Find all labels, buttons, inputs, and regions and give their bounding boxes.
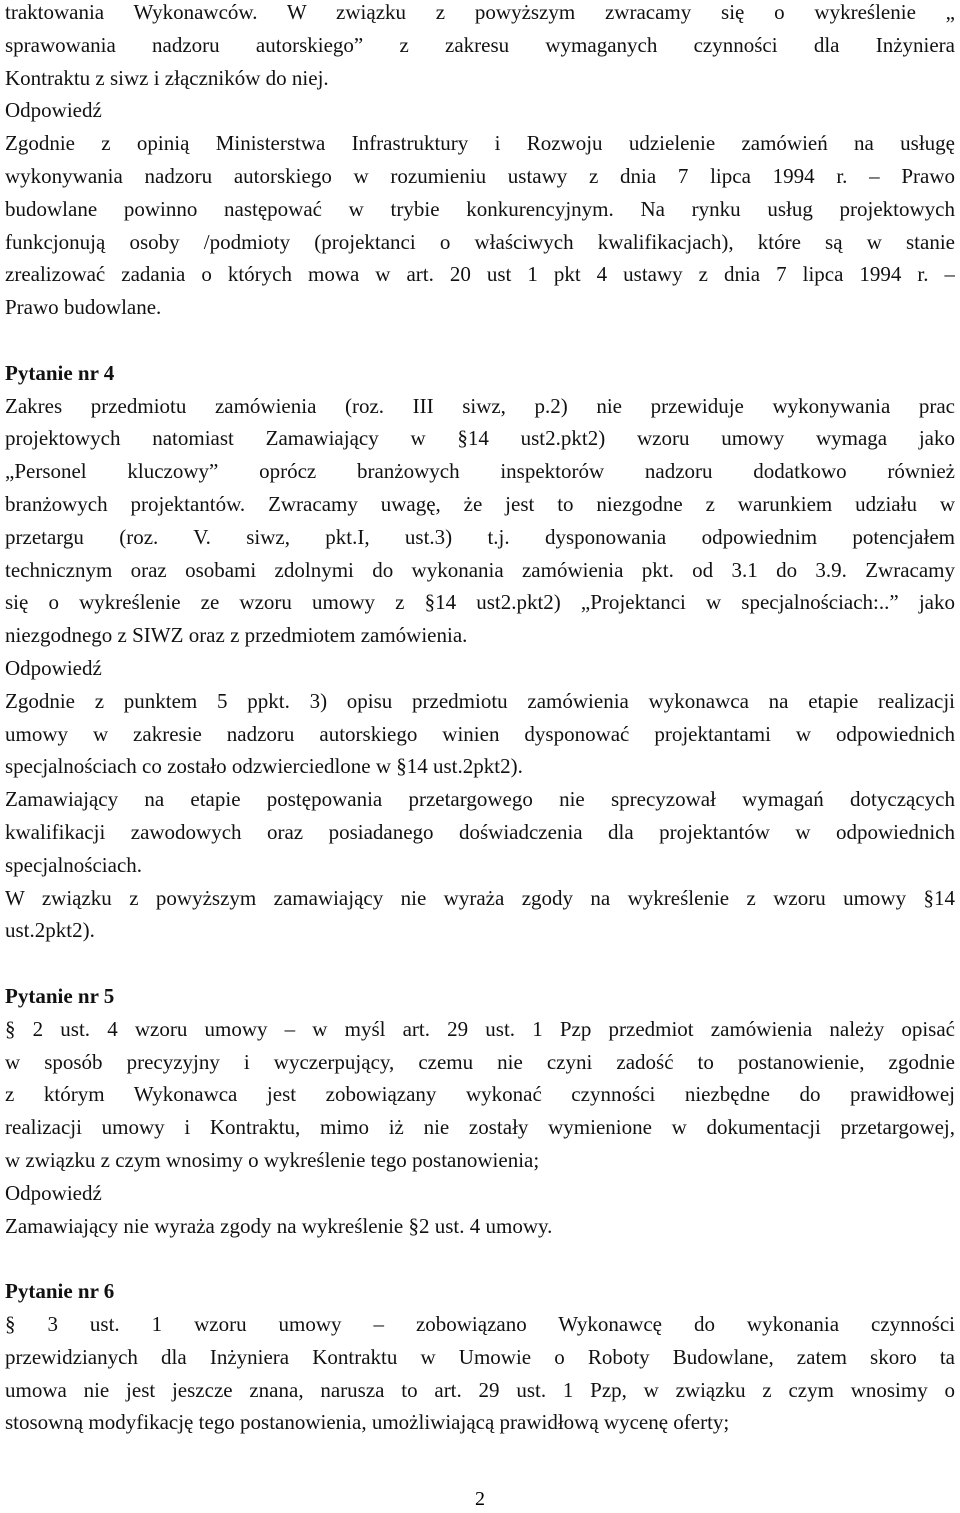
text-line: niezgodnego z SIWZ oraz z przedmiotem zamówienia. <box>5 623 468 648</box>
text-line <box>5 324 955 356</box>
answer-label: Odpowiedź <box>5 656 102 680</box>
text-line: Kontraktu z siwz i złączników do niej. <box>5 65 329 90</box>
text-line: budowlane powinno następować w trybie konkurencyjnym. Na rynku usług projektowych <box>5 196 955 221</box>
section-heading: Pytanie nr 6 <box>5 1279 115 1304</box>
text-line: realizacji umowy i Kontraktu, mimo iż nie zostały wymienione w dokumentacji przetargowej, <box>5 1115 955 1140</box>
text-line: branżowych projektantów. Zwracamy uwagę, że jest to niezgodne z warunkiem udziału w <box>5 492 955 516</box>
text-line: specjalnościach. <box>5 852 143 877</box>
text-line: przewidzianych dla Inżyniera Kontraktu w Umowie o Roboty Budowlane, zatem skoro ta <box>5 1344 955 1369</box>
text-line: przetargu (roz. V. siwz, pkt.I, ust.3) t.j. dysponowania odpowiednim potencjałem <box>5 524 955 549</box>
text-line: z którym Wykonawca jest zobowiązany wykonać czynności niezbędne do prawidłowej <box>5 1082 955 1107</box>
text-line: w sposób precyzyjny i wyczerpujący, czemu nie czyni zadość to postanowienie, zgodnie <box>5 1049 955 1074</box>
text-line: Zgodnie z punktem 5 ppkt. 3) opisu przedmiotu zamówienia wykonawca na etapie realizacji <box>5 688 955 713</box>
text-line: „Personel kluczowy” oprócz branżowych inspektorów nadzoru dodatkowo również <box>5 459 955 484</box>
text-line: stosowną modyfikację tego postanowienia, umożliwiającą prawidłową wycenę oferty; <box>5 1410 730 1435</box>
text-line: Zgodnie z opinią Ministerstwa Infrastruktury i Rozwoju udzielenie zamówień na usługę <box>5 131 955 156</box>
text-line <box>5 1242 955 1274</box>
text-line <box>5 947 955 979</box>
text-line: technicznym oraz osobami zdolnymi do wykonania zamówienia pkt. od 3.1 do 3.9. Zwracamy <box>5 557 955 582</box>
text-line: ust.2pkt2). <box>5 918 95 943</box>
text-line: wykonywania nadzoru autorskiego w rozumieniu ustawy z dnia 7 lipca 1994 r. – Prawo <box>5 164 955 188</box>
text-line: Prawo budowlane. <box>5 295 162 320</box>
text-line: umowy w zakresie nadzoru autorskiego winien dysponować projektantami w odpowiednich <box>5 721 955 746</box>
page-number: 2 <box>475 1488 485 1510</box>
text-line: kwalifikacji zawodowych oraz posiadanego doświadczenia dla projektantów w odpowiednich <box>5 820 955 844</box>
text-line: w związku z czym wnosimy o wykreślenie tego postanowienia; <box>5 1148 540 1172</box>
section-heading: Pytanie nr 5 <box>5 984 115 1008</box>
text-line: umowa nie jest jeszcze znana, narusza to art. 29 ust. 1 Pzp, w związku z czym wnosimy o <box>5 1377 955 1402</box>
text-line: zrealizować zadania o których mowa w art. 20 ust 1 pkt 4 ustawy z dnia 7 lipca 1994 r. – <box>5 262 955 287</box>
text-line: Zakres przedmiotu zamówienia (roz. III siwz, p.2) nie przewiduje wykonywania prac <box>5 393 955 418</box>
text-line: funkcjonują osoby /podmioty (projektanci o właściwych kwalifikacjach), które są w stanie <box>5 229 955 254</box>
text-line: się o wykreślenie ze wzoru umowy z §14 ust2.pkt2) „Projektanci w specjalnościach:..” jako <box>5 590 955 615</box>
text-line: Zamawiający na etapie postępowania przetargowego nie sprecyzował wymagań dotyczących <box>5 787 955 812</box>
text-line: § 2 ust. 4 wzoru umowy – w myśl art. 29 ust. 1 Pzp przedmiot zamówienia należy opisać <box>5 1016 955 1041</box>
answer-label: Odpowiedź <box>5 98 102 123</box>
text-line: traktowania Wykonawców. W związku z powyższym zwracamy się o wykreślenie „ <box>5 0 955 24</box>
text-line: sprawowania nadzoru autorskiego” z zakresu wymaganych czynności dla Inżyniera <box>5 32 955 57</box>
text-line: § 3 ust. 1 wzoru umowy – zobowiązano Wykonawcę do wykonania czynności <box>5 1312 955 1336</box>
text-line: W związku z powyższym zamawiający nie wyraża zgody na wykreślenie z wzoru umowy §14 <box>5 885 955 910</box>
section-heading: Pytanie nr 4 <box>5 360 115 385</box>
text-line: specjalnościach co zostało odzwierciedlone w §14 ust.2pkt2). <box>5 754 523 779</box>
answer-label: Odpowiedź <box>5 1180 102 1205</box>
text-line: projektowych natomiast Zamawiający w §14 ust2.pkt2) wzoru umowy wymaga jako <box>5 426 955 451</box>
text-line: Zamawiający nie wyraża zgody na wykreślenie §2 ust. 4 umowy. <box>5 1213 553 1238</box>
